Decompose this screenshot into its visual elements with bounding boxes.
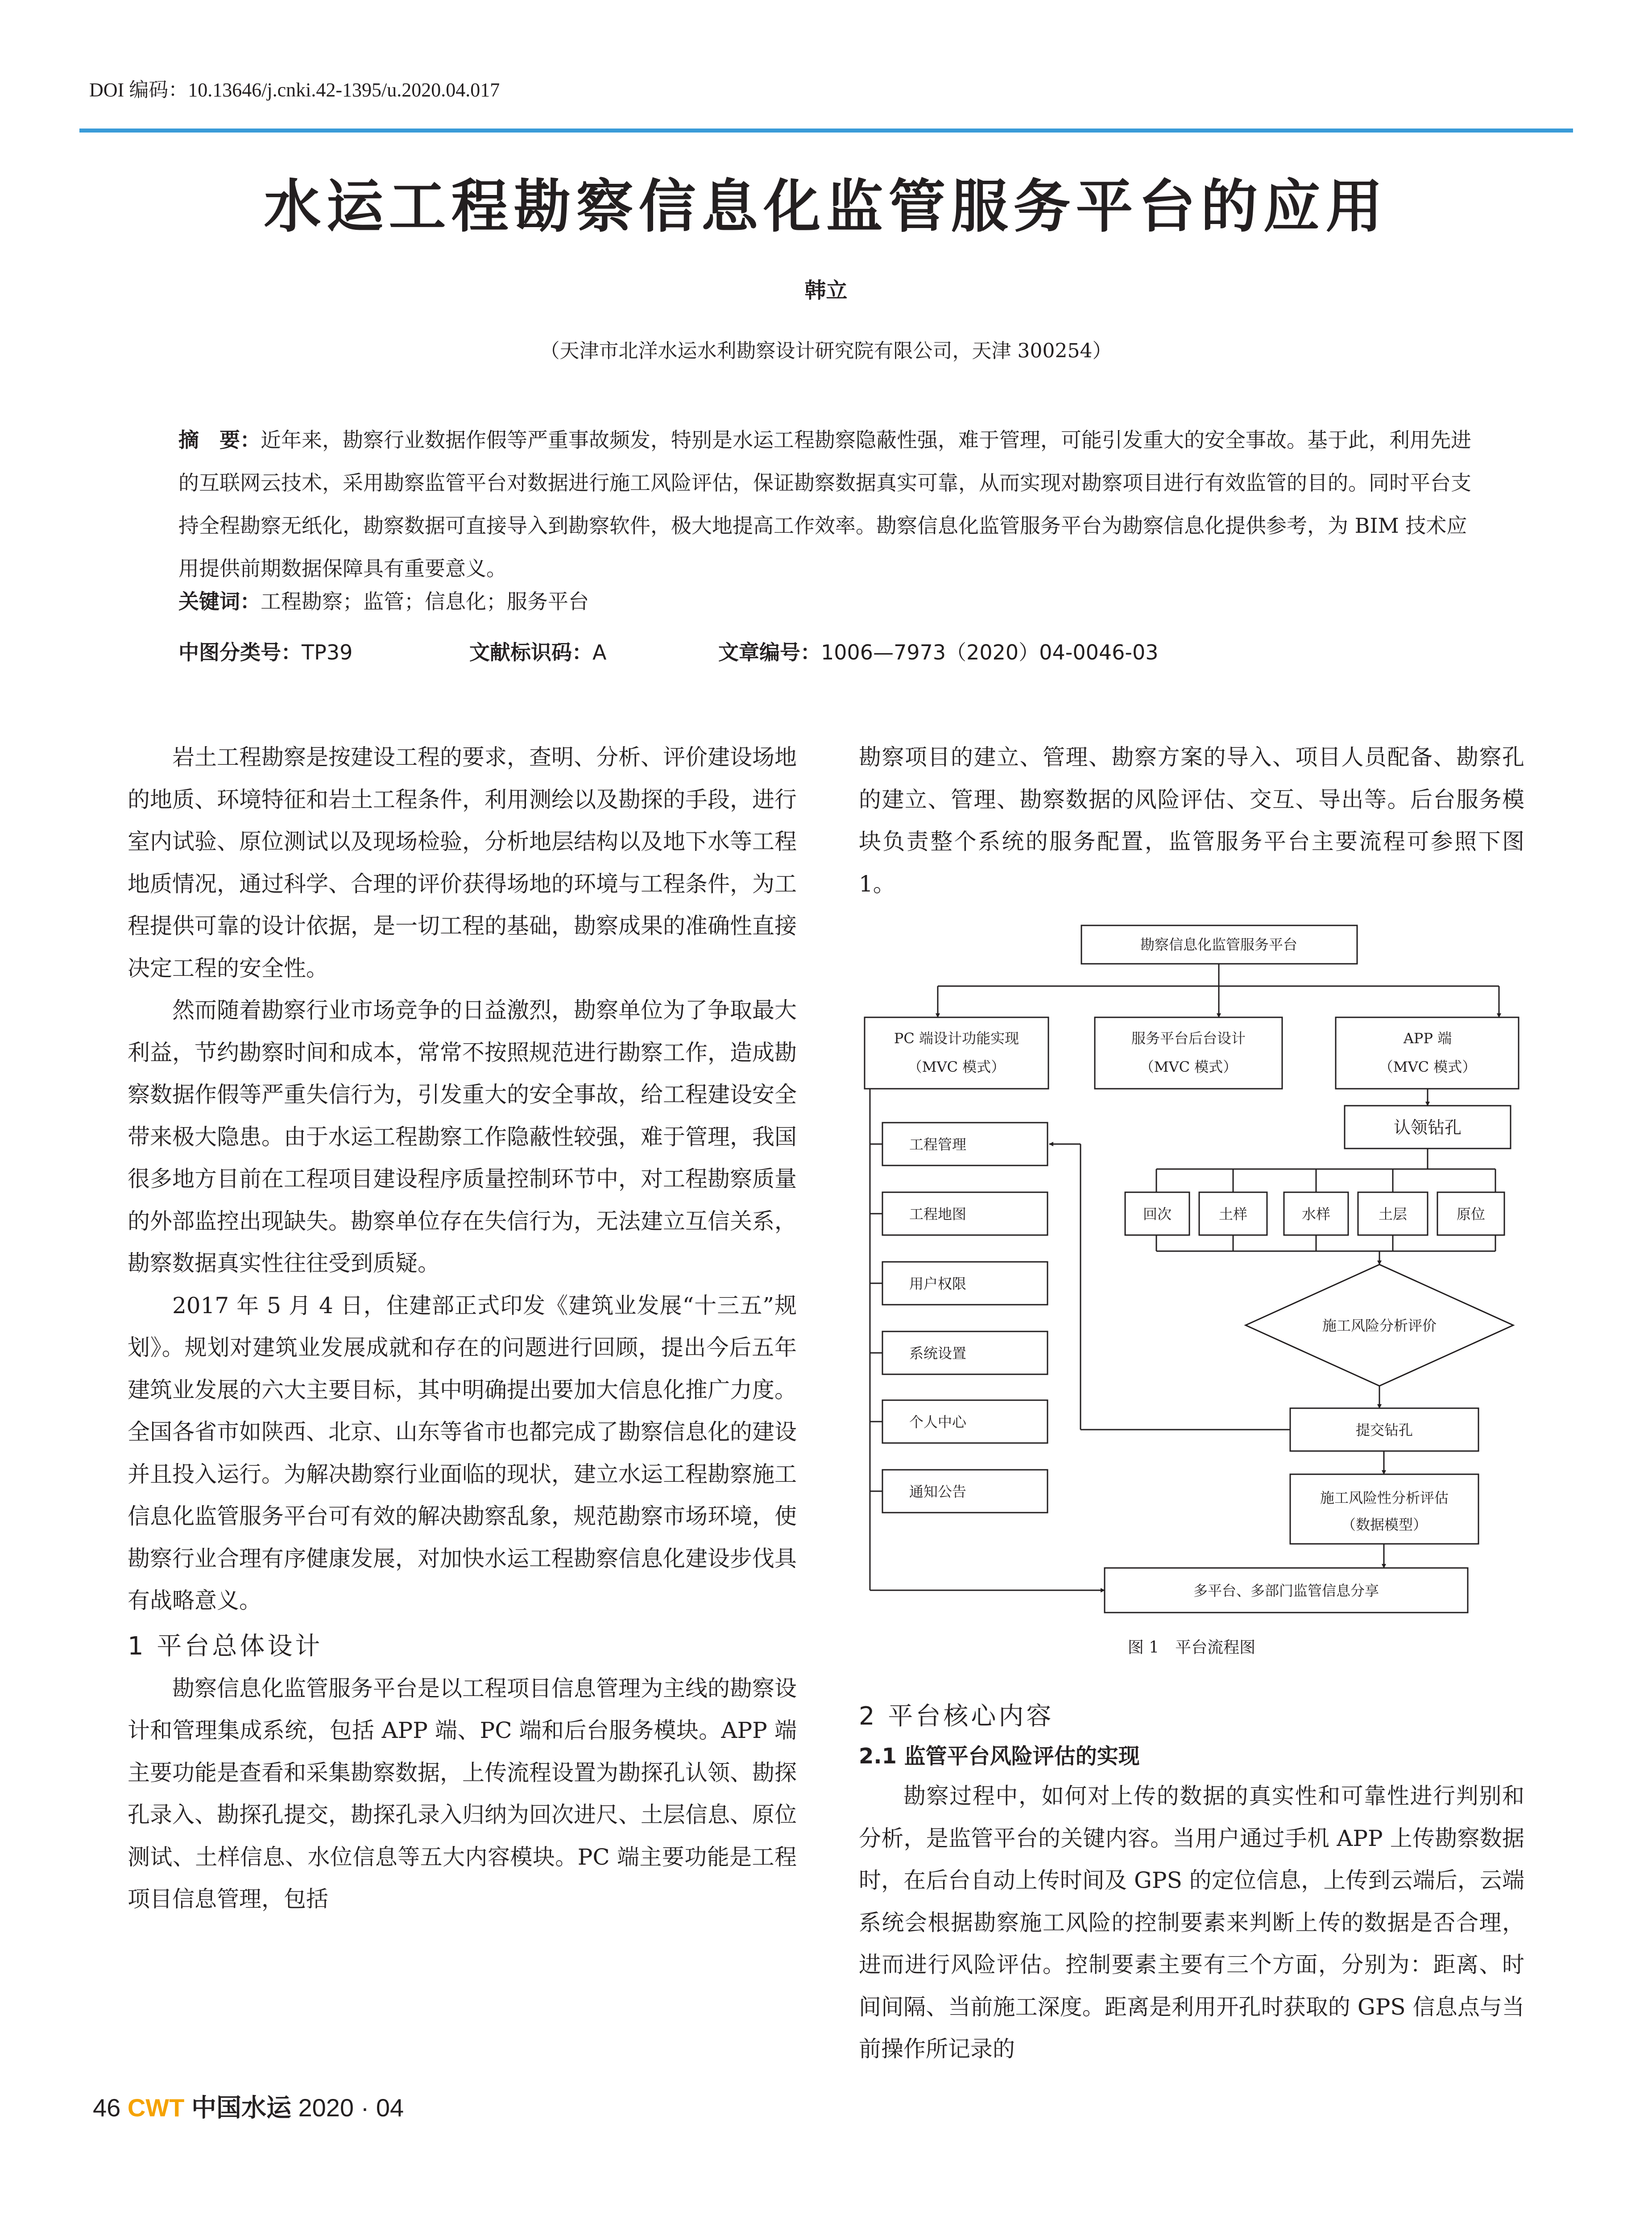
journal-issue: 2020 · 04	[298, 2094, 404, 2122]
header-rule	[79, 129, 1573, 133]
flow-text-top: 勘察信息化监管服务平台	[1140, 936, 1298, 953]
flow-text-server: 服务平台后台设计	[1131, 1030, 1246, 1047]
paragraph: 2017 年 5 月 4 日，住建部正式印发《建筑业发展“十三五”规划》。规划对建筑业发展成就和存在的问题进行回顾，提出今后五年建筑业发展的六大主要目标，其中明确提出要加大信息化推广力度。全国各省市如陕西、北京、山东等省市也都完成了勘察信息化的建设并且投入运行。为解决勘察行业面临的现状，建立水运工程勘察施工信息化监管服务平台可有效的解决勘察乱象，规范勘察市场环境，使勘察行业合理有序健康发展，对加快水运工程勘察信息化建设步伐具有战略意义。	[128, 1292, 797, 1613]
doi-line: DOI 编码：10.13646/j.cnki.42-1395/u.2020.04.017	[89, 79, 500, 101]
flow-text-pc-item: 工程管理	[909, 1136, 967, 1153]
flow-text-app-item: 回次	[1143, 1206, 1172, 1223]
journal-name: 中国水运	[191, 2094, 291, 2123]
flow-box-pc	[865, 1017, 1048, 1089]
paragraph: 然而随着勘察行业市场竞争的日益激烈，勘察单位为了争取最大利益，节约勘察时间和成本，常常不按照规范进行勘察工作，造成勘察数据作假等严重失信行为，引发重大的安全事故，给工程建设安全带来极大隐患。由于水运工程勘察工作隐蔽性较强，难于管理，我国很多地方目前在工程项目建设程序质量控制环节中，对工程勘察质量的外部监控出现缺失。勘察单位存在失信行为，无法建立互信关系，勘察数据真实性往往受到质疑。	[128, 997, 797, 1276]
journal-logo-cwt: CWT	[127, 2094, 185, 2122]
flow-text-app: APP 端	[1403, 1030, 1452, 1047]
paragraph: 勘察信息化监管服务平台是以工程项目信息管理为主线的勘察设计和管理集成系统，包括 APP 端、PC 端和后台服务模块。APP 端主要功能是查看和采集勘察数据，上传流程设置为勘探孔认领、勘探孔录入、勘探孔提交，勘探孔录入归纳为回次进尺、土层信息、原位测试、土样信息、水位信息等五大内容模块。PC 端主要功能是工程项目信息管理，包括	[128, 1675, 797, 1912]
flow-text-pc: PC 端设计功能实现	[894, 1030, 1019, 1047]
abstract-text: 近年来，勘察行业数据作假等严重事故频发，特别是水运工程勘察隐蔽性强，难于管理，可能引发重大的安全事故。基于此，利用先进的互联网云技术，采用勘察监管平台对数据进行施工风险评估，保证勘察数据真实可靠，从而实现对勘察项目进行有效监管的目的。同时平台支持全程勘察无纸化，勘察数据可直接导入到勘察软件，极大地提高工作效率。勘察信息化监管服务平台为勘察信息化提供参考，为 BIM 技术应用提供前期数据保障具有重要意义。	[178, 428, 1471, 581]
right-column-bottom	[859, 1696, 1524, 2070]
clc-number	[178, 636, 352, 666]
author: 韩立	[804, 278, 848, 303]
paragraph: 勘察过程中，如何对上传的数据的真实性和可靠性进行判别和分析，是监管平台的关键内容。当用户通过手机 APP 上传勘察数据时，在后台自动上传时间及 GPS 的定位信息，上传到云端后，云端系统会根据勘察施工风险的控制要素来判断上传的数据是否合理，进而进行风险评估。控制要素主要有三个方面，分别为：距离、时间间隔、当前施工深度。距离是利用开孔时获取的 GPS 信息点与当前操作所记录的	[859, 1783, 1524, 2062]
flow-text-submit: 提交钻孔	[1355, 1422, 1413, 1439]
flowchart-figure	[862, 923, 1521, 1672]
doc-code	[469, 636, 606, 666]
section-heading-2: 2 平台核心内容	[859, 1702, 1054, 1731]
flow-box-app	[1336, 1017, 1519, 1089]
flow-text-pc-mode: （MVC 模式）	[907, 1058, 1006, 1075]
doc-code-value: A	[592, 640, 607, 664]
flow-text-app-item: 原位	[1456, 1206, 1486, 1223]
affiliation: （天津市北洋水运水利勘察设计研究院有限公司，天津 300254）	[540, 340, 1112, 362]
flow-text-pc-item: 个人中心	[909, 1414, 967, 1431]
flow-text-app-item: 土层	[1378, 1206, 1408, 1223]
article-number-value: 1006—7973（2020）04-0046-03	[821, 640, 1159, 664]
article-title: 水运工程勘察信息化监管服务平台的应用	[264, 174, 1388, 240]
flow-text-pc-item: 系统设置	[909, 1345, 967, 1362]
flow-text-server-mode: （MVC 模式）	[1139, 1058, 1238, 1075]
doc-code-label: 文献标识码：	[469, 640, 592, 664]
abstract	[178, 419, 1481, 590]
flow-text-model-sub: （数据模型）	[1341, 1516, 1428, 1533]
figure-caption: 图 1 平台流程图	[1127, 1638, 1256, 1657]
keywords-label: 关键词：	[178, 589, 261, 614]
clc-label: 中图分类号：	[178, 640, 302, 664]
page-footer	[93, 2088, 404, 2124]
subsection-heading-2-1: 2.1 监管平台风险评估的实现	[859, 1744, 1140, 1769]
page-number: 46	[93, 2094, 121, 2122]
article-number-label: 文章编号：	[718, 640, 821, 664]
flow-text-claim: 认领钻孔	[1393, 1118, 1462, 1137]
paragraph: 勘察项目的建立、管理、勘察方案的导入、项目人员配备、勘察孔的建立、管理、勘察数据的风险评估、交互、导出等。后台服务模块负责整个系统的服务配置，监管服务平台主要流程可参照下图 1。	[859, 744, 1524, 897]
flow-text-pc-item: 工程地图	[909, 1206, 967, 1223]
flow-text-app-item: 水样	[1301, 1206, 1331, 1223]
left-column	[128, 736, 797, 1920]
flow-text-pc-item: 用户权限	[909, 1275, 967, 1292]
flow-box-model	[1290, 1474, 1478, 1544]
section-heading-1: 1 平台总体设计	[128, 1631, 323, 1661]
right-column-top	[859, 736, 1524, 905]
paragraph: 岩土工程勘察是按建设工程的要求，查明、分析、评价建设场地的地质、环境特征和岩土工程条件，利用测绘以及勘探的手段，进行室内试验、原位测试以及现场检验，分析地层结构以及地下水等工程地质情况，通过科学、合理的评价获得场地的环境与工程条件，为工程提供可靠的设计依据，是一切工程的基础，勘察成果的准确性直接决定工程的安全性。	[128, 744, 797, 981]
keywords	[178, 585, 589, 615]
clc-value: TP39	[302, 640, 353, 664]
flow-box-server	[1095, 1017, 1282, 1089]
keywords-text: 工程勘察；监管；信息化；服务平台	[261, 589, 589, 614]
flow-text-pc-item: 通知公告	[909, 1483, 967, 1500]
abstract-label: 摘 要：	[178, 428, 261, 452]
flow-text-app-mode: （MVC 模式）	[1379, 1058, 1477, 1075]
flow-text-app-item: 土样	[1218, 1206, 1248, 1223]
flow-text-risk: 施工风险分析评价	[1322, 1317, 1437, 1334]
flow-text-share: 多平台、多部门监管信息分享	[1193, 1582, 1379, 1599]
article-number	[718, 636, 1159, 666]
flow-text-model: 施工风险性分析评估	[1320, 1489, 1449, 1506]
